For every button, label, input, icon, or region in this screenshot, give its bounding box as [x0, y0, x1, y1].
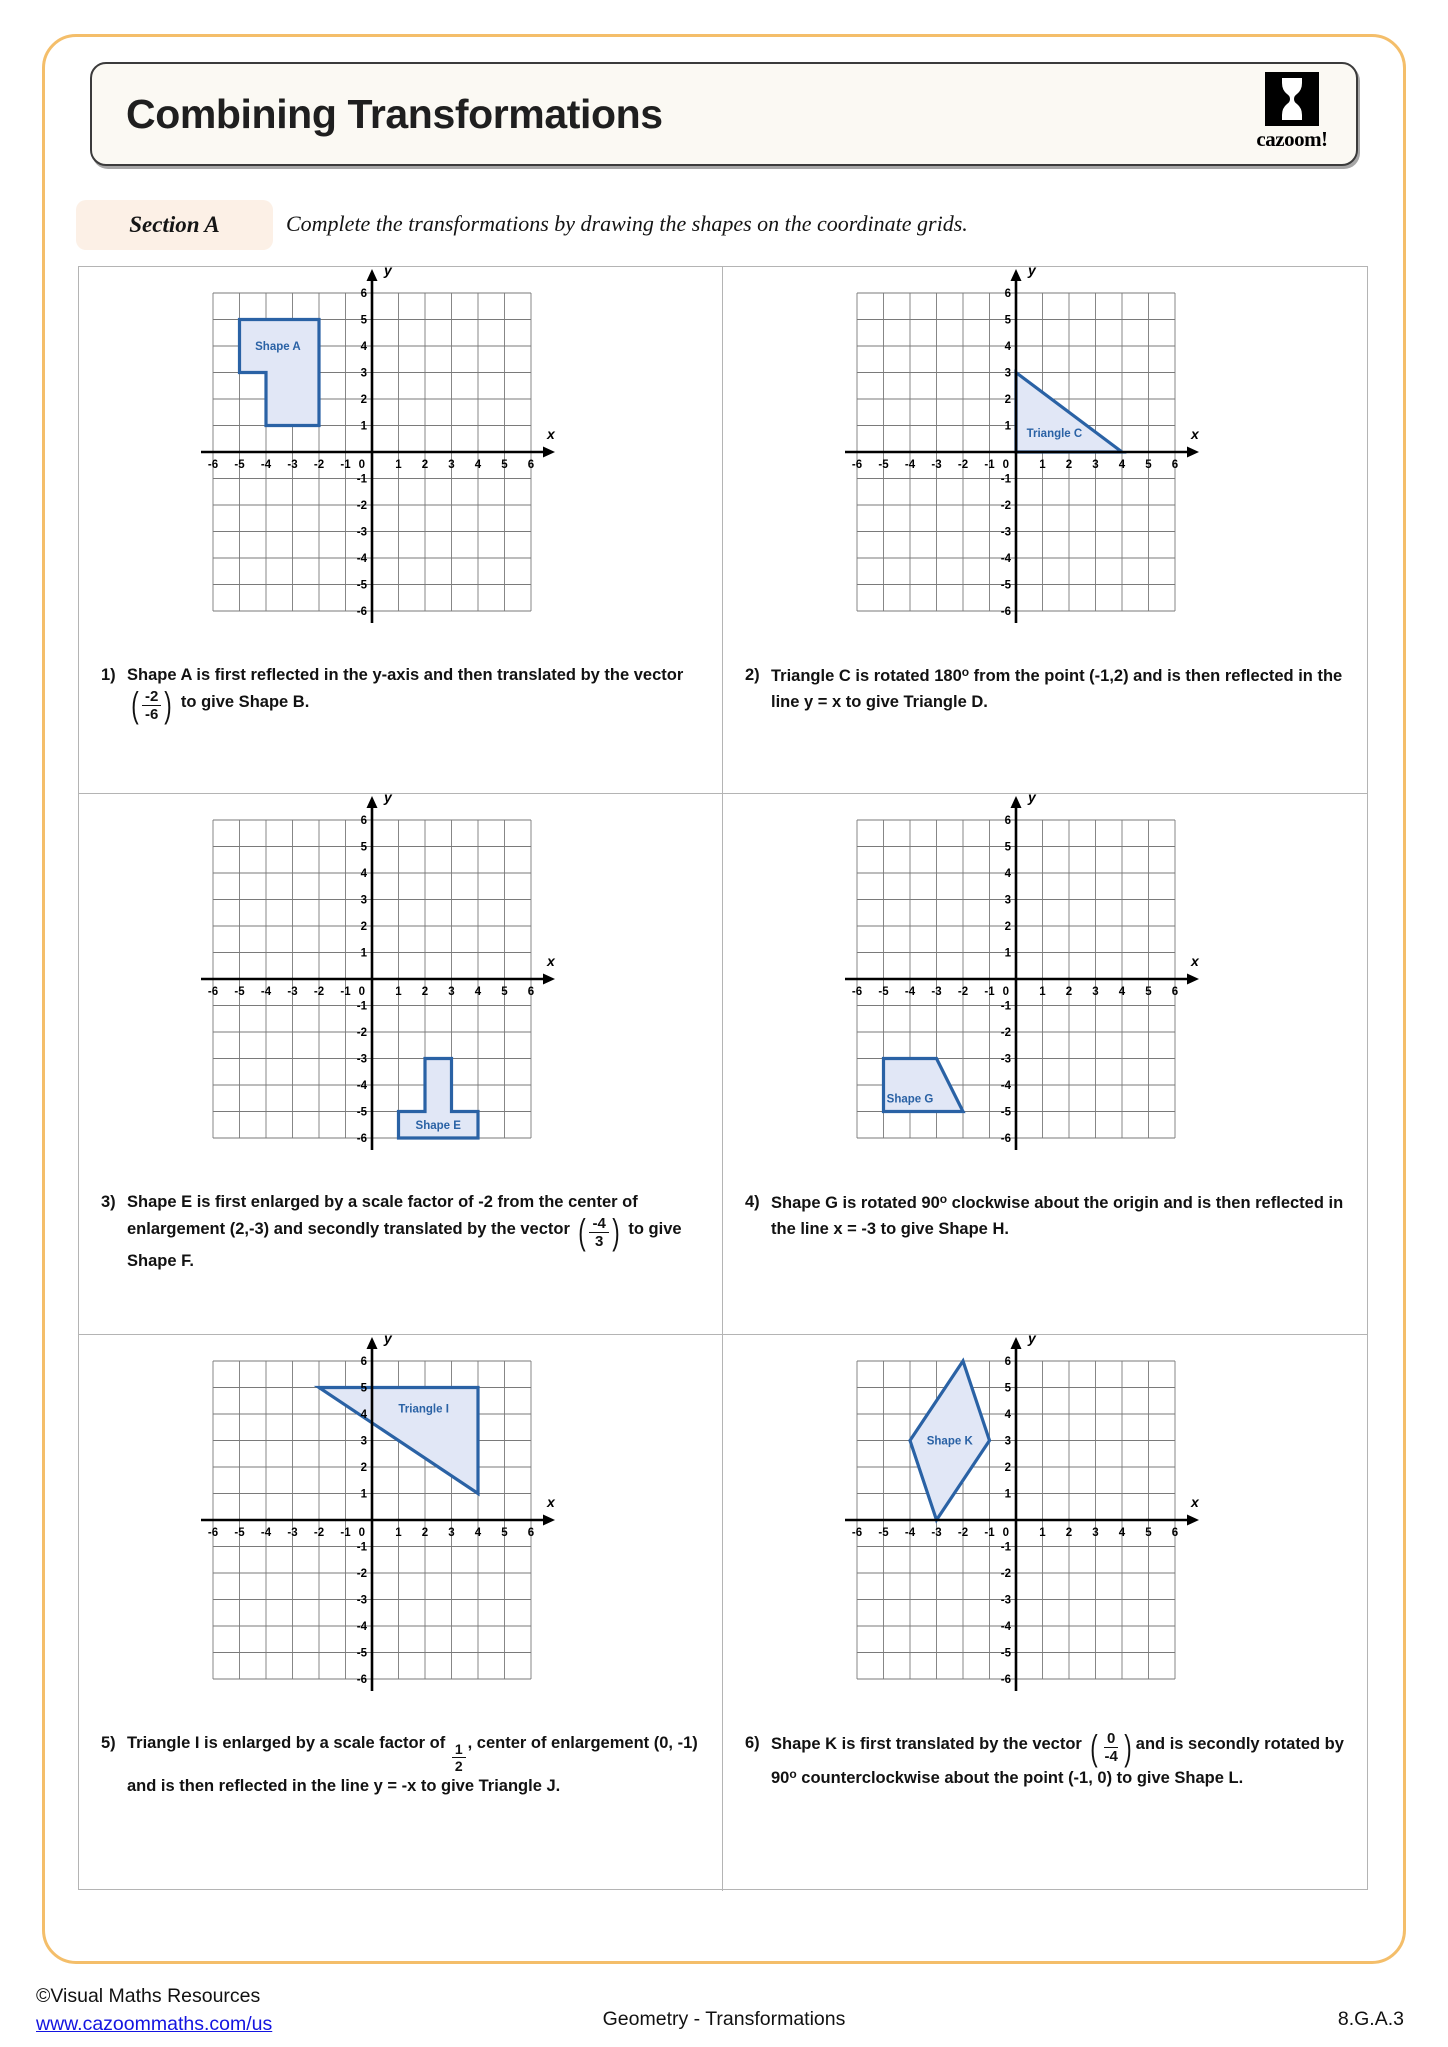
svg-text:2: 2 [360, 394, 367, 406]
vector-y: -6 [145, 705, 159, 723]
svg-text:2: 2 [421, 986, 428, 998]
svg-text:3: 3 [360, 894, 367, 907]
coordinate-grid[interactable] [835, 262, 1227, 657]
y-axis-label: y [383, 1330, 392, 1346]
text-run: . [189, 1252, 194, 1271]
question-number: 6) [745, 1734, 760, 1752]
svg-text:-3: -3 [356, 526, 367, 539]
text-run: Shape [127, 1193, 182, 1211]
svg-text:1: 1 [1039, 1527, 1046, 1539]
svg-text:-2: -2 [356, 500, 367, 512]
svg-text:2: 2 [360, 1462, 367, 1474]
shape-name-bold: C [838, 667, 851, 685]
svg-text:2: 2 [1004, 394, 1011, 406]
section-instruction: Complete the transformations by drawing the shapes on the coordinate grids. [286, 211, 968, 236]
svg-text:2: 2 [1004, 1462, 1011, 1474]
question-cell-2 [723, 262, 1367, 794]
svg-text:0: 0 [1002, 1527, 1009, 1539]
svg-text:4: 4 [1118, 459, 1126, 471]
fraction [452, 1742, 466, 1774]
svg-text:4: 4 [474, 459, 481, 471]
shape-name-bold: D [971, 692, 984, 711]
svg-text:-3: -3 [286, 986, 298, 998]
svg-text:-6: -6 [207, 1527, 218, 1539]
text-run: . [1238, 1768, 1244, 1787]
svg-text:6: 6 [527, 1527, 534, 1539]
svg-text:-6: -6 [1000, 1133, 1011, 1145]
svg-text:2: 2 [1065, 1527, 1073, 1539]
x-axis-label: x [546, 1494, 555, 1510]
text-run: Shape [771, 1194, 826, 1212]
x-axis-label: x [546, 426, 555, 442]
x-axis-label: x [546, 953, 555, 969]
svg-text:4: 4 [1004, 1409, 1011, 1421]
cazoom-vase-icon [1265, 72, 1319, 126]
svg-text:4: 4 [1004, 341, 1011, 353]
svg-text:-2: -2 [957, 986, 969, 998]
shape-name-bold: K [825, 1734, 838, 1753]
y-axis-label: y [383, 789, 392, 805]
svg-text:-5: -5 [878, 1527, 889, 1539]
coordinate-grid[interactable] [835, 1330, 1227, 1725]
grid-container [191, 1330, 611, 1725]
svg-text:-6: -6 [356, 1133, 367, 1145]
question-number: 1) [101, 666, 116, 684]
svg-text:6: 6 [1171, 1527, 1179, 1539]
svg-text:4: 4 [474, 1527, 481, 1539]
svg-text:6: 6 [1171, 459, 1179, 471]
svg-text:6: 6 [1004, 288, 1011, 300]
question-number: 5) [101, 1734, 116, 1752]
column-vector: ( -2 -6 ) [131, 684, 173, 726]
coordinate-grid[interactable] [191, 262, 583, 657]
svg-text:-1: -1 [1000, 1000, 1011, 1013]
svg-text:2: 2 [360, 921, 367, 933]
svg-text:6: 6 [1004, 1356, 1011, 1368]
svg-text:-1: -1 [339, 459, 351, 471]
x-axis-label: x [1191, 953, 1199, 969]
question-body [771, 663, 1347, 715]
shape-name-bold: E [181, 1193, 193, 1211]
vector-x: -2 [142, 689, 161, 706]
question-cell-3 [79, 789, 723, 1335]
question-body [127, 1190, 702, 1275]
grid-container [191, 789, 611, 1184]
svg-text:-1: -1 [356, 473, 367, 486]
grid-container [191, 262, 611, 657]
svg-text:-3: -3 [356, 1594, 367, 1607]
svg-text:-3: -3 [931, 1527, 942, 1539]
text-run: . [304, 692, 310, 711]
svg-text:4: 4 [360, 868, 367, 880]
svg-text:4: 4 [360, 341, 367, 353]
svg-text:-4: -4 [356, 1621, 367, 1633]
shape-name-bold: A [180, 666, 192, 684]
svg-text:-1: -1 [984, 459, 995, 471]
svg-text:5: 5 [1004, 314, 1011, 327]
question-number: 4) [745, 1193, 760, 1211]
svg-text:-2: -2 [957, 459, 969, 471]
svg-text:-2: -2 [1000, 1027, 1011, 1039]
cazoom-logo [1246, 72, 1338, 156]
svg-text:-2: -2 [313, 986, 324, 998]
svg-text:-4: -4 [260, 1527, 271, 1539]
grid-container [835, 262, 1255, 657]
svg-text:-3: -3 [931, 459, 942, 471]
svg-text:-6: -6 [207, 986, 218, 998]
section-badge [76, 200, 273, 250]
svg-text:-2: -2 [1000, 1568, 1011, 1580]
svg-text:3: 3 [447, 1527, 455, 1539]
svg-text:-4: -4 [1000, 1080, 1011, 1092]
svg-text:-2: -2 [957, 1527, 969, 1539]
svg-text:3: 3 [447, 986, 455, 998]
degree-symbol: o [939, 1192, 948, 1206]
svg-text:-1: -1 [984, 1527, 995, 1539]
fraction-denominator: 2 [454, 1758, 463, 1775]
text-run: . [555, 1776, 561, 1795]
shape-label: Shape A [254, 341, 301, 353]
svg-text:-5: -5 [878, 459, 889, 471]
vector-x: 0 [1104, 1731, 1118, 1748]
svg-text:-5: -5 [233, 1527, 245, 1539]
text-run: is first reflected in the y-axis and then translated by the vector [191, 666, 684, 684]
footer-standard-code: 8.G.A.3 [1337, 2008, 1404, 2030]
svg-text:5: 5 [1145, 986, 1152, 998]
text-run: clockwise about the origin and is then reflected in the line x = -3 to give Shape [771, 1194, 1344, 1238]
shape-name-bold: H [992, 1219, 1005, 1238]
grid-container [835, 789, 1255, 1184]
svg-text:1: 1 [1004, 1488, 1011, 1501]
text-run: and is secondly rotated by 90 [771, 1734, 1344, 1787]
svg-text:-6: -6 [356, 606, 367, 618]
shape-label: Triangle C [1026, 427, 1083, 440]
fraction-numerator: 1 [452, 1742, 466, 1758]
svg-text:5: 5 [360, 841, 367, 854]
question-text [79, 1184, 722, 1275]
text-run: is enlarged by a scale factor of [199, 1734, 450, 1752]
svg-text:6: 6 [527, 459, 534, 471]
svg-text:3: 3 [447, 459, 455, 471]
column-vector: ( -4 3 ) [578, 1211, 620, 1253]
degree-symbol: o [789, 1766, 797, 1781]
text-run: is rotated 90 [837, 1194, 940, 1212]
shape-label: Shape E [415, 1119, 461, 1132]
svg-text:3: 3 [1092, 986, 1099, 998]
question-number: 2) [745, 666, 760, 684]
degree-symbol: o [961, 665, 970, 679]
svg-text:3: 3 [1092, 1527, 1099, 1539]
svg-text:3: 3 [360, 1435, 367, 1448]
svg-text:6: 6 [1171, 986, 1179, 998]
svg-text:-6: -6 [207, 459, 218, 471]
svg-text:-6: -6 [851, 459, 863, 471]
svg-text:0: 0 [358, 986, 365, 998]
svg-text:-4: -4 [904, 459, 916, 471]
svg-text:3: 3 [360, 367, 367, 380]
y-axis-label: y [1028, 789, 1036, 805]
svg-text:-4: -4 [1000, 553, 1011, 565]
svg-text:6: 6 [1004, 815, 1011, 827]
svg-text:0: 0 [1002, 459, 1009, 471]
question-body [127, 1731, 702, 1799]
text-run: from the point (-1,2) and is then reflected in the line y = x to give Triangle [771, 667, 1343, 711]
svg-text:-3: -3 [931, 986, 942, 998]
svg-text:1: 1 [394, 986, 402, 998]
svg-text:-1: -1 [984, 986, 995, 998]
text-run: is rotated 180 [850, 667, 962, 685]
svg-text:-5: -5 [233, 986, 245, 998]
svg-text:5: 5 [500, 986, 508, 998]
svg-text:6: 6 [360, 815, 367, 827]
svg-text:3: 3 [1092, 459, 1099, 471]
svg-text:-5: -5 [878, 986, 889, 998]
footer-topic: Geometry - Transformations [602, 2008, 846, 2030]
question-text [723, 657, 1367, 715]
x-axis-label: x [1191, 1494, 1199, 1510]
shape-label: Shape K [926, 1435, 973, 1448]
svg-text:4: 4 [1004, 868, 1011, 880]
text-run: counterclockwise about the point (-1, 0) to give Shape [796, 1768, 1229, 1787]
shape-label: Triangle I [397, 1403, 449, 1416]
svg-text:4: 4 [474, 986, 481, 998]
svg-text:-4: -4 [260, 459, 271, 471]
svg-text:1: 1 [1004, 947, 1011, 960]
svg-text:3: 3 [1004, 367, 1011, 380]
svg-text:5: 5 [500, 459, 508, 471]
svg-text:-4: -4 [260, 986, 271, 998]
svg-text:4: 4 [1118, 986, 1126, 998]
footer-copyright: ©Visual Maths Resources [36, 1985, 261, 2007]
text-run: Shape [771, 1734, 826, 1753]
svg-text:-3: -3 [286, 459, 298, 471]
shape-name-bold: I [194, 1734, 200, 1752]
question-text [79, 1725, 722, 1799]
svg-text:-6: -6 [851, 986, 863, 998]
page-title: Combining Transformations [126, 90, 663, 137]
svg-text:-4: -4 [904, 1527, 916, 1539]
text-run: to give Shape [176, 692, 293, 711]
shape-name-bold: F [181, 1252, 190, 1271]
svg-text:-3: -3 [1000, 1053, 1011, 1066]
svg-text:-2: -2 [1000, 500, 1011, 512]
svg-text:-1: -1 [1000, 473, 1011, 486]
text-run: is first translated by the vector [837, 1734, 1087, 1753]
column-vector: ( 0 -4 ) [1090, 1726, 1132, 1768]
text-run: , center of enlargement (0, -1) and is then reflected in the line y = -x to give Triangle [127, 1734, 698, 1795]
svg-text:0: 0 [358, 459, 365, 471]
text-run: . [983, 692, 988, 711]
page-footer [0, 1978, 1448, 2047]
svg-text:6: 6 [360, 1356, 367, 1368]
vector-y: 3 [594, 1232, 604, 1250]
svg-text:1: 1 [394, 459, 402, 471]
svg-text:5: 5 [1145, 459, 1152, 471]
vector-components [588, 1216, 609, 1250]
svg-text:-1: -1 [339, 986, 351, 998]
question-body [127, 663, 702, 726]
svg-text:-5: -5 [356, 1647, 367, 1660]
svg-text:-4: -4 [356, 553, 367, 565]
svg-text:4: 4 [360, 1409, 367, 1421]
question-text [723, 1725, 1367, 1791]
text-run: Triangle [127, 1734, 195, 1752]
svg-text:-6: -6 [356, 1674, 367, 1686]
question-text [79, 657, 722, 726]
axes [845, 1337, 1199, 1691]
svg-text:-3: -3 [1000, 1594, 1011, 1607]
shape-label: Shape G [886, 1093, 934, 1106]
text-run: . [1004, 1219, 1009, 1238]
svg-text:5: 5 [1145, 1527, 1152, 1539]
svg-text:6: 6 [360, 288, 367, 300]
svg-text:0: 0 [358, 1527, 365, 1539]
svg-text:1: 1 [1039, 459, 1046, 471]
vector-x: -4 [589, 1216, 608, 1233]
svg-text:-3: -3 [286, 1527, 298, 1539]
y-axis-label: y [383, 262, 392, 278]
svg-text:-1: -1 [356, 1000, 367, 1013]
y-axis-label: y [1028, 1330, 1036, 1346]
question-grid [78, 262, 1368, 1890]
svg-text:0: 0 [1002, 986, 1009, 998]
svg-text:2: 2 [1004, 921, 1011, 933]
svg-text:-4: -4 [1000, 1621, 1011, 1633]
svg-text:2: 2 [1065, 986, 1073, 998]
svg-text:-2: -2 [313, 459, 324, 471]
svg-text:1: 1 [1004, 420, 1011, 433]
svg-text:5: 5 [360, 314, 367, 327]
svg-text:-5: -5 [356, 579, 367, 592]
svg-text:1: 1 [360, 420, 367, 433]
text-run: to give Shape [127, 1219, 682, 1271]
coordinate-grid[interactable] [835, 789, 1227, 1184]
question-body [771, 1190, 1347, 1242]
svg-text:1: 1 [360, 1488, 367, 1501]
y-axis-label: y [1028, 262, 1036, 278]
svg-text:5: 5 [500, 1527, 508, 1539]
svg-text:-4: -4 [904, 986, 916, 998]
text-run: is first enlarged by a scale factor of -2 from the center of enlargement (2,-3) and secondly translated by the vector [127, 1193, 638, 1238]
svg-text:1: 1 [394, 1527, 402, 1539]
svg-text:-6: -6 [851, 1527, 863, 1539]
text-run: Shape [127, 666, 181, 684]
svg-text:6: 6 [527, 986, 534, 998]
svg-text:2: 2 [421, 459, 428, 471]
vector-components [1100, 1731, 1121, 1765]
svg-text:5: 5 [1004, 841, 1011, 854]
svg-text:-1: -1 [1000, 1541, 1011, 1554]
svg-text:-3: -3 [1000, 526, 1011, 539]
svg-text:5: 5 [360, 1382, 367, 1395]
question-text [723, 1184, 1367, 1242]
coordinate-grid[interactable] [191, 1330, 583, 1725]
svg-text:-2: -2 [356, 1027, 367, 1039]
question-cell-5 [79, 1330, 723, 1891]
question-number: 3) [101, 1193, 116, 1211]
svg-text:-6: -6 [1000, 1674, 1011, 1686]
vector-components [141, 689, 162, 723]
title-bar [90, 62, 1358, 166]
axes [201, 796, 555, 1150]
svg-text:-1: -1 [339, 1527, 351, 1539]
text-run: Triangle [771, 667, 839, 685]
svg-text:-5: -5 [356, 1106, 367, 1119]
svg-text:-2: -2 [356, 1568, 367, 1580]
svg-text:5: 5 [1004, 1382, 1011, 1395]
question-cell-4 [723, 789, 1367, 1335]
section-banner [76, 200, 1366, 250]
shape-name-bold: G [825, 1194, 838, 1212]
svg-text:-4: -4 [356, 1080, 367, 1092]
svg-text:2: 2 [1065, 459, 1073, 471]
cazoom-logo-text: cazoom! [1256, 127, 1328, 151]
question-body [771, 1726, 1347, 1791]
svg-text:-3: -3 [356, 1053, 367, 1066]
shape-name-bold: J [546, 1776, 556, 1795]
shape-name-bold: B [292, 692, 305, 711]
question-cell-1 [79, 262, 723, 794]
shape-name-bold: L [1228, 1768, 1239, 1787]
svg-text:-5: -5 [1000, 1106, 1011, 1119]
svg-text:3: 3 [1004, 894, 1011, 907]
svg-text:-5: -5 [233, 459, 245, 471]
grid-container [835, 1330, 1255, 1725]
coordinate-grid[interactable] [191, 789, 583, 1184]
svg-text:1: 1 [360, 947, 367, 960]
section-badge-label: Section A [129, 212, 220, 237]
plotted-shape [239, 320, 319, 426]
svg-text:-5: -5 [1000, 1647, 1011, 1660]
x-axis-label: x [1191, 426, 1199, 442]
question-cell-6 [723, 1330, 1367, 1891]
svg-text:1: 1 [1039, 986, 1046, 998]
svg-text:3: 3 [1004, 1435, 1011, 1448]
svg-text:-6: -6 [1000, 606, 1011, 618]
svg-text:4: 4 [1118, 1527, 1126, 1539]
footer-website-link[interactable]: www.cazoommaths.com/us [36, 2013, 273, 2036]
svg-text:-1: -1 [356, 1541, 367, 1554]
svg-text:2: 2 [421, 1527, 428, 1539]
vector-y: -4 [1104, 1748, 1118, 1766]
svg-text:-5: -5 [1000, 579, 1011, 592]
svg-text:-2: -2 [313, 1527, 324, 1539]
